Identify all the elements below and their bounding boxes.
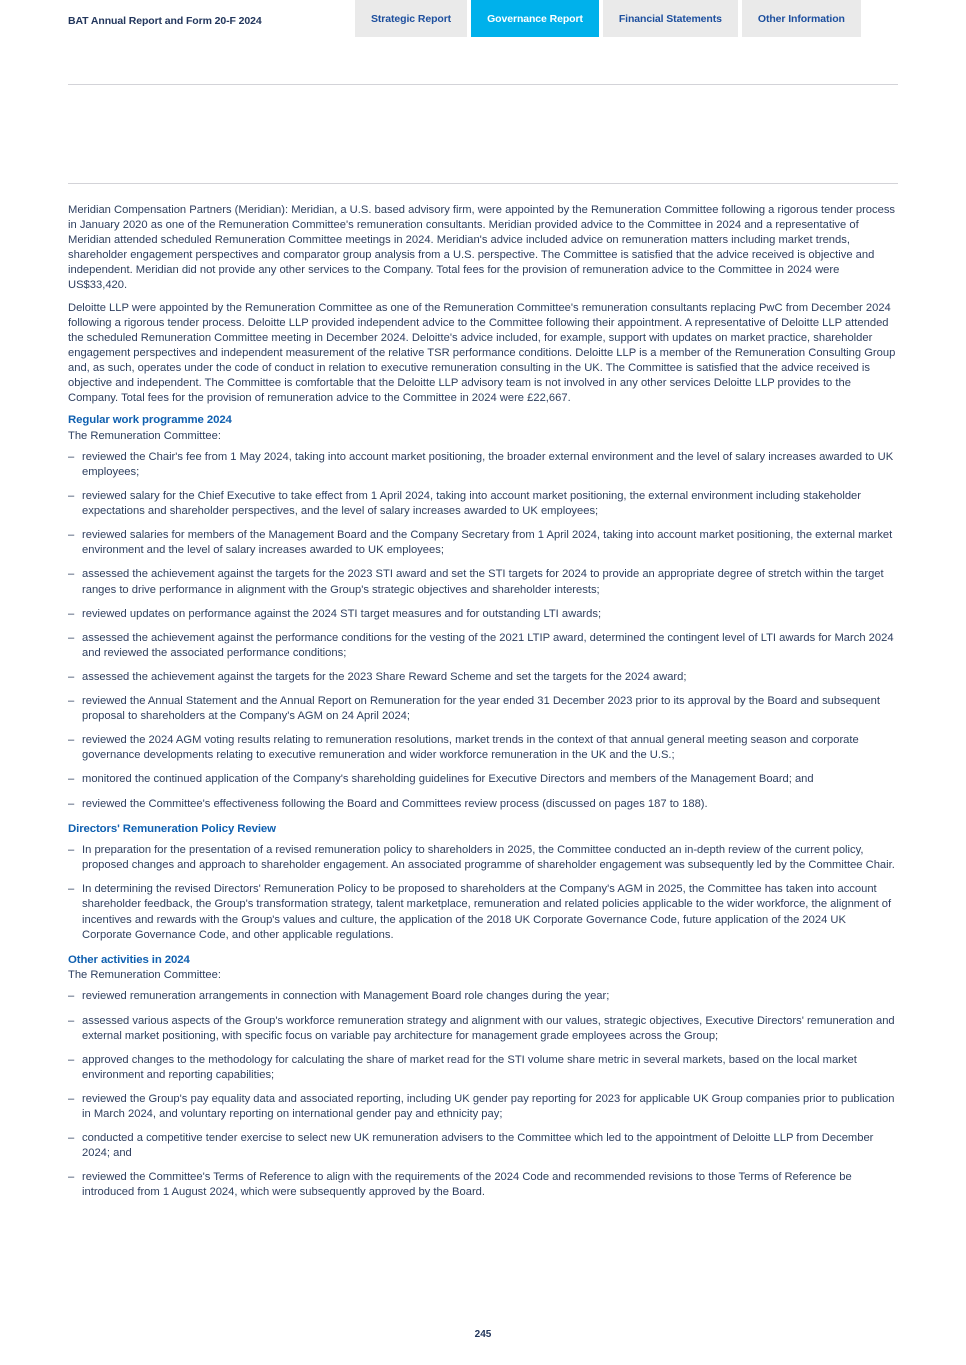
body-paragraph: Deloitte LLP were appointed by the Remuneration Committee as one of the Remuneration Committee's remuneration consultants replacing PwC from December 2024 following a rigorous tender process. Deloitte LLP provided independent advice to the Committee following their appointment. A representative of Deloitte LLP attended the scheduled Remuneration Committee meeting in December 2024. Deloitte's advice included, for example, support with updates on market practice, shareholder engagement perspectives and independent measurement of the relative TSR performance conditions. Deloitte LLP is a member of the Remuneration Consulting Group and, as such, operates under the code of conduct in relation to executive remuneration consulting in the UK. The Committee is satisfied that the advice received is objective and independent. The Committee is comfortable that the Deloitte LLP advisory team is not involved in any other services Deloitte LLP provides to the Company. Total fees for the provision of remuneration advice to the Committee in 2024 were £22,667. xyxy=(68,301,896,405)
content-sections xyxy=(68,413,898,1200)
page-content xyxy=(68,203,898,1210)
list-item: – reviewed updates on performance against the 2024 STI target measures and for outstanding LTI awards; xyxy=(68,607,898,622)
list-item: – conducted a competitive tender exercise to select new UK remuneration advisers to the Committee which led to the appointment of Deloitte LLP from December 2024; and xyxy=(68,1131,898,1161)
list-item: – reviewed the Committee's Terms of Reference to align with the requirements of the 2024 Code and recommended revisions to those Terms of Reference be introduced from 1 August 2024, which were subsequently approved by the Board. xyxy=(68,1170,898,1200)
section-lead-in: The Remuneration Committee: xyxy=(68,969,221,982)
list-item: – assessed various aspects of the Group's workforce remuneration strategy and alignment with our values, strategic objectives, Executive Directors' remuneration and external market positioning, with specific focus on variable pay architecture for management grade employees across the Group; xyxy=(68,1014,898,1044)
intro-paragraphs xyxy=(68,203,898,406)
page-number: 245 xyxy=(474,1329,492,1340)
list-item: – reviewed salaries for members of the Management Board and the Company Secretary from 1 April 2024, taking into account market positioning, the external market environment and the level of salary increases awarded to UK employees; xyxy=(68,528,898,558)
header-divider-top xyxy=(68,84,898,85)
section-tab-bar[interactable] xyxy=(355,0,861,37)
list-item: – assessed the achievement against the targets for the 2023 Share Reward Scheme and set the targets for the 2024 award; xyxy=(68,670,898,685)
list-item: – reviewed the 2024 AGM voting results relating to remuneration resolutions, market trends in the context of that annual general meeting season and corporate governance developments relating to executive remuneration and wider workforce remuneration in the UK and the U.S.; xyxy=(68,733,898,763)
list-item: – In preparation for the presentation of a revised remuneration policy to shareholders in 2025, the Committee conducted an in-depth review of the current policy, proposed changes and approach to shareholder engagement. An associated programme of shareholder engagement was subsequently led by the Committee Chair. xyxy=(68,843,898,873)
list-item: – reviewed the Annual Statement and the Annual Report on Remuneration for the year ended 31 December 2023 prior to its approval by the Board and subsequent proposal to shareholders at the Company's AGM on 24 April 2024; xyxy=(68,694,898,724)
list-item: – reviewed the Committee's effectiveness following the Board and Committees review process (discussed on pages 187 to 188). xyxy=(68,797,898,812)
list-item: – In determining the revised Directors' Remuneration Policy to be proposed to shareholders at the Company's AGM in 2025, the Committee has taken into account shareholder feedback, the Group's transformation strategy, talent marketplace, remuneration and related policies applicable to the wider workforce, the alignment of incentives and rewards with the Group's values and culture, the application of the 2018 UK Corporate Governance Code, future application of the 2024 UK Corporate Governance Code, and other applicable regulations. xyxy=(68,882,898,942)
section-heading: Directors' Remuneration Policy Review xyxy=(68,822,276,835)
content-section xyxy=(68,413,898,811)
content-section xyxy=(68,953,898,1201)
tab-strategic-report[interactable]: Strategic Report xyxy=(355,0,467,37)
content-section xyxy=(68,822,898,943)
section-heading: Regular work programme 2024 xyxy=(68,414,232,427)
dash-bullet-list xyxy=(68,450,898,812)
section-lead-in: The Remuneration Committee: xyxy=(68,429,221,442)
report-title: BAT Annual Report and Form 20-F 2024 xyxy=(68,15,262,27)
list-item: – reviewed remuneration arrangements in connection with Management Board role changes during the year; xyxy=(68,989,898,1004)
dash-bullet-list xyxy=(68,989,898,1200)
body-paragraph: Meridian Compensation Partners (Meridian): Meridian, a U.S. based advisory firm, were appointed by the Remuneration Committee following a rigorous tender process in January 2020 as one of the Remuneration Committee's remuneration consultants. Meridian provided advice to the Committee in 2024 and a representative of Meridian attended scheduled Remuneration Committee meetings in 2024. Meridian's advice included advice on remuneration matters including market trends, shareholder engagement perspectives and comparator group analysis from a U.S. perspective. The Committee is satisfied that the advice received is objective and independent. Meridian did not provide any other services to the Company. Total fees for the provision of remuneration advice to the Committee in 2024 were US$33,420. xyxy=(68,204,896,292)
tab-other-information[interactable]: Other Information xyxy=(742,0,861,37)
list-item: – reviewed the Group's pay equality data and associated reporting, including UK gender pay reporting for 2023 for applicable UK Group companies prior to publication in March 2024, and voluntary reporting on international gender pay and ethnicity pay; xyxy=(68,1092,898,1122)
list-item: – assessed the achievement against the performance conditions for the vesting of the 2021 LTIP award, determined the contingent level of LTI awards for March 2024 and reviewed the associated performance conditions; xyxy=(68,631,898,661)
header-divider-bottom xyxy=(68,183,898,184)
list-item: – reviewed salary for the Chief Executive to take effect from 1 April 2024, taking into account market positioning, the external environment including stakeholder expectations and shareholder perspectives, and the level of salary increases awarded to UK employees; xyxy=(68,489,898,519)
list-item: – assessed the achievement against the targets for the 2023 STI award and set the STI targets for 2024 to provide an appropriate degree of stretch within the target ranges to drive performance in alignment with the Group's strategic objectives and shareholder interests; xyxy=(68,567,898,597)
dash-bullet-list xyxy=(68,843,898,943)
tab-governance-report[interactable]: Governance Report xyxy=(471,0,599,37)
list-item: – reviewed the Chair's fee from 1 May 2024, taking into account market positioning, the broader external environment and the level of salary increases awarded to UK employees; xyxy=(68,450,898,480)
tab-financial-statements[interactable]: Financial Statements xyxy=(603,0,738,37)
section-heading: Other activities in 2024 xyxy=(68,953,190,966)
list-item: – monitored the continued application of the Company's shareholding guidelines for Executive Directors and members of the Management Board; and xyxy=(68,772,898,787)
document-header xyxy=(0,0,966,42)
list-item: – approved changes to the methodology for calculating the share of market read for the STI volume share metric in several markets, based on the local market environment and reporting capabilities; xyxy=(68,1053,898,1083)
